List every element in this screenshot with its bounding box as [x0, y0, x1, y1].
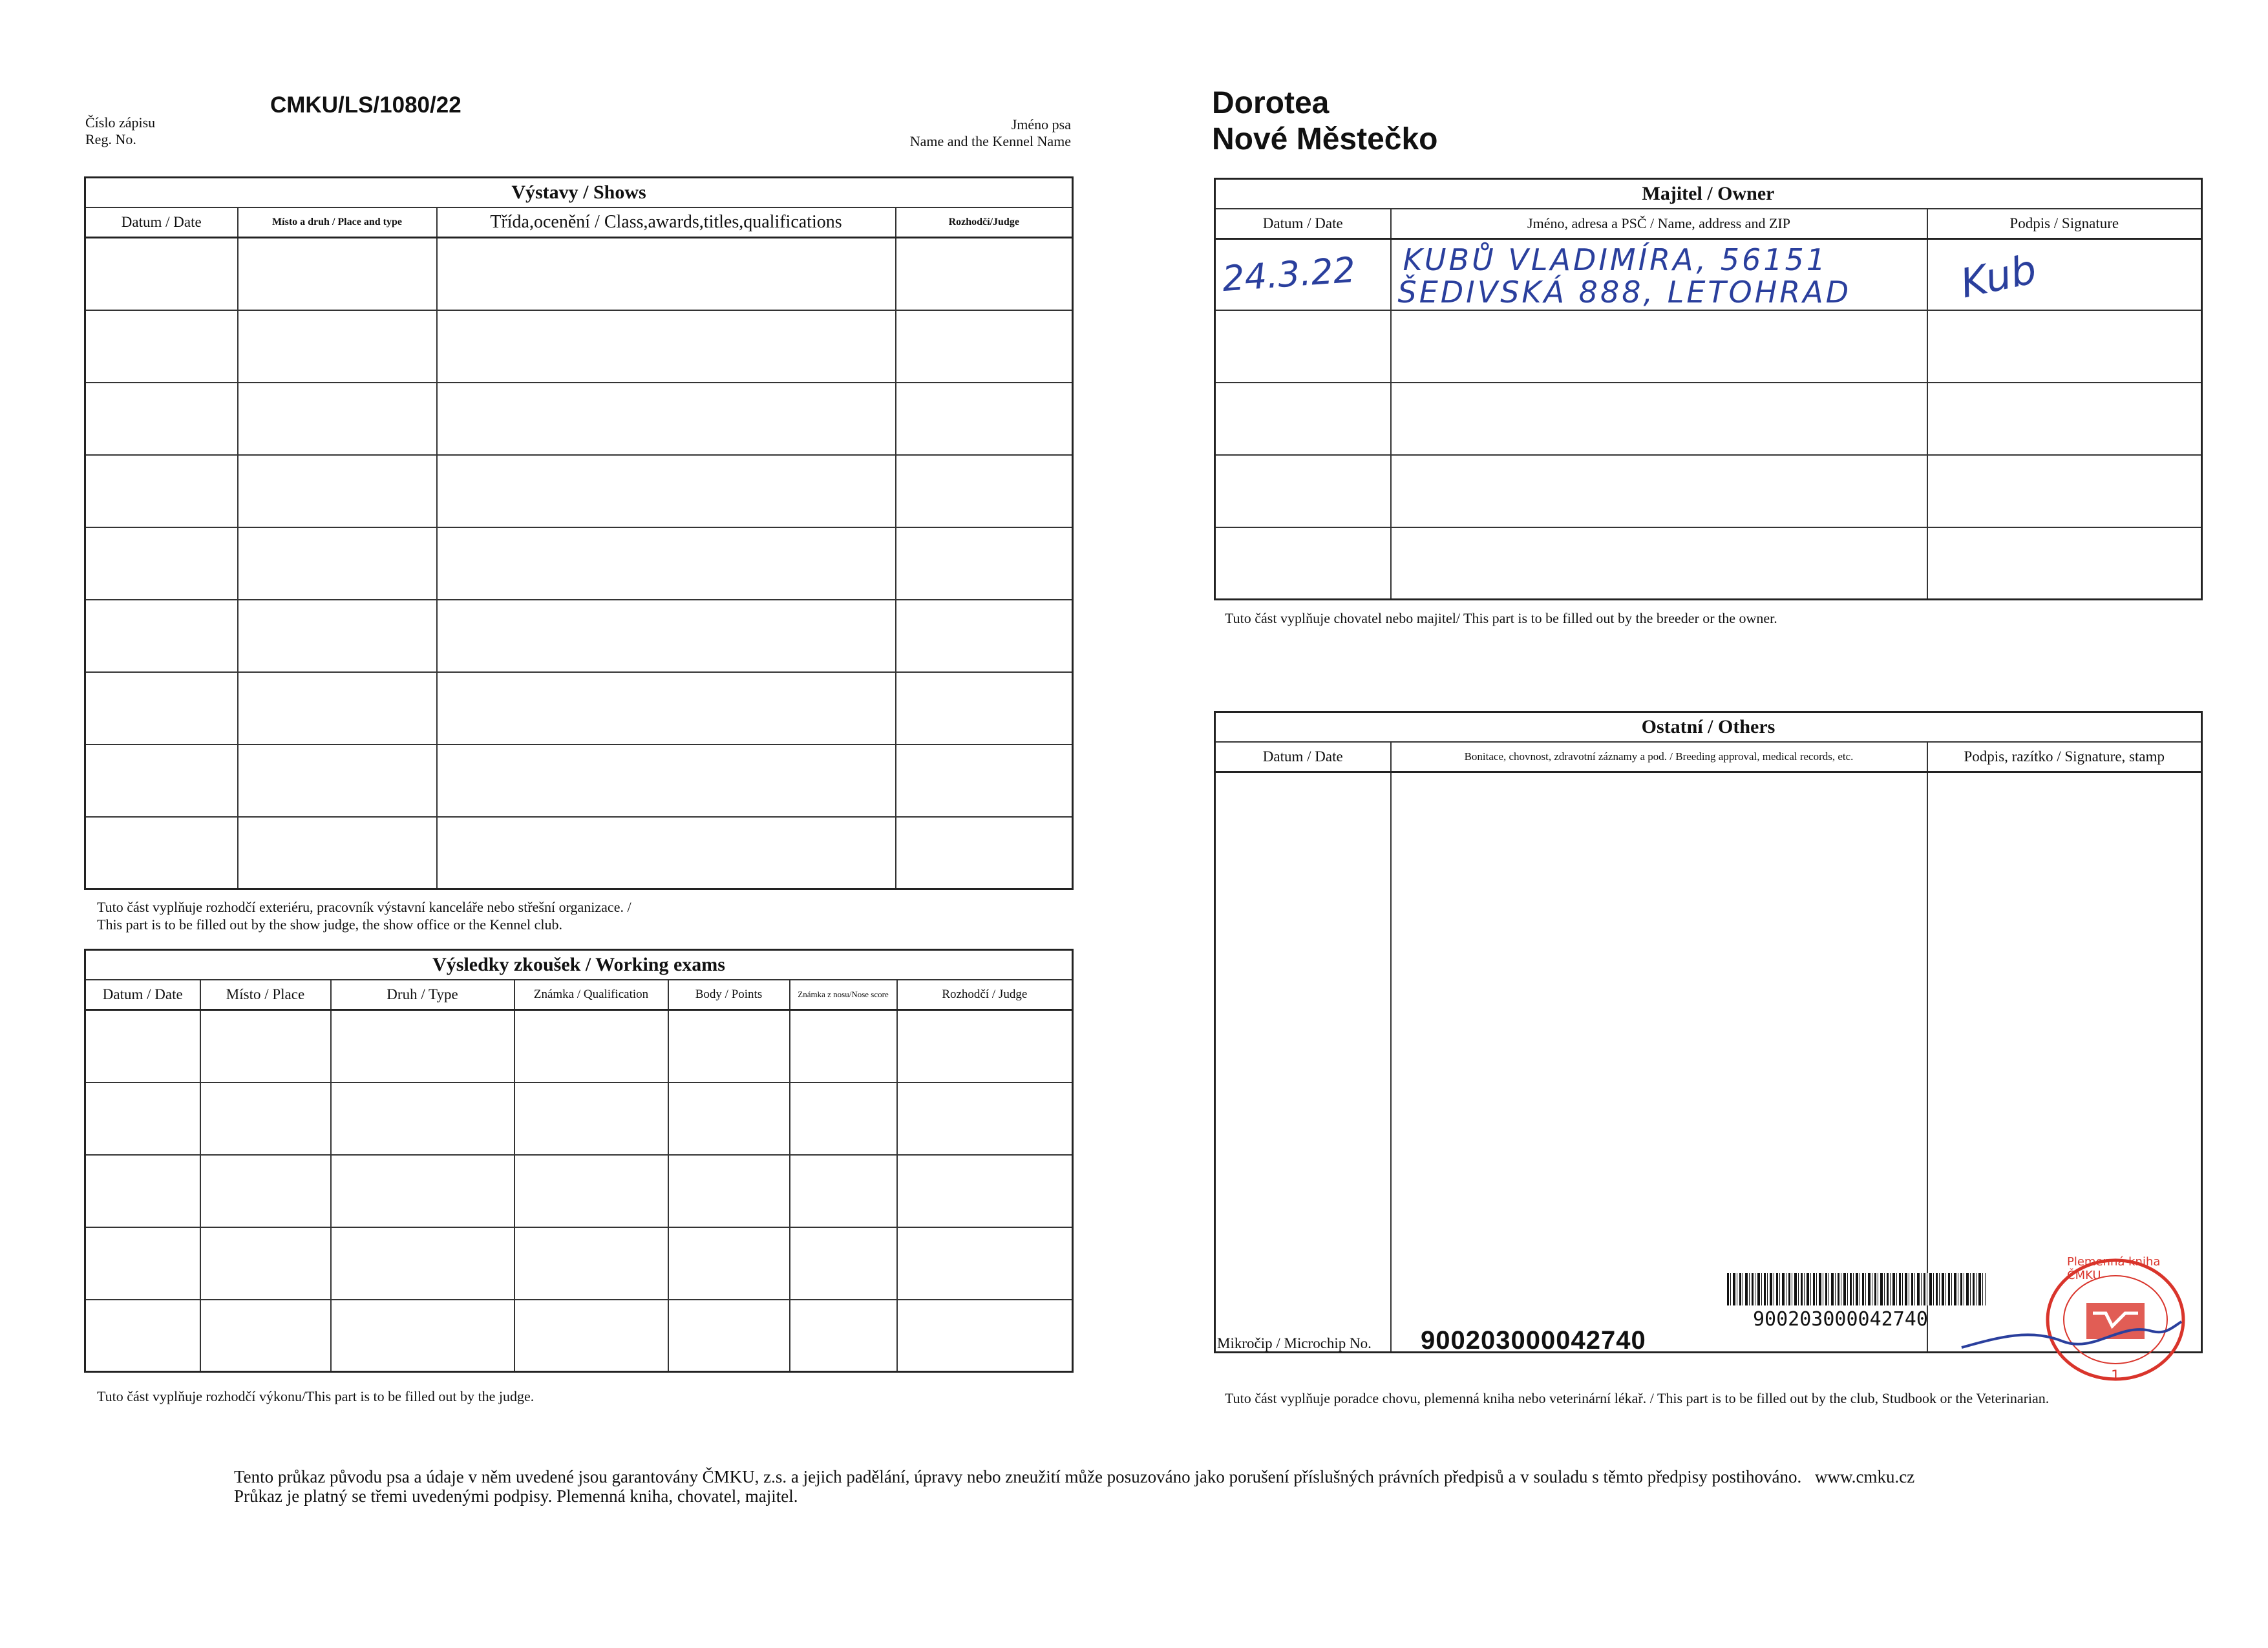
- table-cell[interactable]: [1391, 383, 1927, 455]
- others-note: Tuto část vyplňuje poradce chovu, plemenná kniha nebo veterinární lékař. / This part is to be filled out by the club, Studbook or the Veterinarian.: [1225, 1390, 2050, 1406]
- table-row: [85, 1227, 1073, 1300]
- table-cell[interactable]: [1927, 527, 2202, 600]
- shows-table: [84, 176, 1074, 890]
- exams-col-type: Druh / Type: [331, 980, 514, 1010]
- exams-note: Tuto část vyplňuje rozhodčí výkonu/This part is to be filled out by the judge.: [97, 1388, 535, 1404]
- table-cell[interactable]: [238, 310, 437, 383]
- table-cell[interactable]: [85, 455, 238, 527]
- reg-label-cz: Číslo zápisu: [85, 114, 156, 131]
- table-cell[interactable]: [1215, 455, 1391, 527]
- table-cell[interactable]: [514, 1155, 668, 1227]
- table-cell[interactable]: [897, 1010, 1073, 1083]
- exams-col-points: Body / Points: [668, 980, 790, 1010]
- table-row: [85, 672, 1073, 745]
- table-row: [85, 817, 1073, 889]
- table-row: [85, 1010, 1073, 1083]
- table-cell[interactable]: [1215, 383, 1391, 455]
- table-cell[interactable]: [790, 1227, 897, 1300]
- table-cell[interactable]: [1927, 383, 2202, 455]
- owner-signature: Kub: [1956, 245, 2040, 308]
- footer-text: Tento průkaz původu psa a údaje v něm uvedené jsou garantovány ČMKU, z.s. a jejich padělání, úpravy nebo zneužití může posuzováno jako porušení příslušných právních předpisů a v souladu s těmto předpisy postihováno.: [234, 1467, 1802, 1486]
- table-cell[interactable]: [437, 817, 896, 889]
- exams-col-date: Datum / Date: [85, 980, 200, 1010]
- table-cell[interactable]: [668, 1227, 790, 1300]
- table-cell[interactable]: [668, 1083, 790, 1155]
- table-cell[interactable]: [896, 527, 1073, 600]
- table-cell[interactable]: [1391, 310, 1927, 383]
- exams-col-judge: Rozhodčí / Judge: [897, 980, 1073, 1010]
- table-cell[interactable]: [1215, 310, 1391, 383]
- table-cell[interactable]: [896, 455, 1073, 527]
- others-title: Ostatní / Others: [1215, 712, 2202, 743]
- table-row: [1215, 383, 2202, 455]
- reg-number: CMKU/LS/1080/22: [270, 92, 461, 118]
- table-cell[interactable]: [1391, 772, 1927, 1353]
- owner-entry-name-line2: ŠEDIVSKÁ 888, LETOHRAD: [1397, 275, 1852, 310]
- table-cell[interactable]: [238, 238, 437, 310]
- table-cell[interactable]: [1927, 239, 2202, 310]
- others-col-date: Datum / Date: [1215, 742, 1391, 772]
- microchip-number: 900203000042740: [1421, 1326, 1646, 1355]
- table-cell[interactable]: [668, 1300, 790, 1372]
- shows-note-line2: This part is to be filled out by the show judge, the show office or the Kennel club.: [97, 916, 562, 933]
- table-cell[interactable]: [897, 1083, 1073, 1155]
- footer-line1: [234, 1467, 1914, 1487]
- table-cell[interactable]: [437, 745, 896, 817]
- table-cell[interactable]: [331, 1010, 514, 1083]
- table-cell[interactable]: [331, 1155, 514, 1227]
- table-cell[interactable]: [790, 1300, 897, 1372]
- shows-note-line1: Tuto část vyplňuje rozhodčí exteriéru, pracovník výstavní kanceláře nebo střešní organizace. /: [97, 899, 631, 915]
- exams-col-nose-score: Známka z nosu/Nose score: [790, 980, 897, 1010]
- table-cell[interactable]: [897, 1300, 1073, 1372]
- table-cell[interactable]: [85, 238, 238, 310]
- table-cell[interactable]: [85, 310, 238, 383]
- table-cell[interactable]: [896, 672, 1073, 745]
- microchip-barcode: [1727, 1273, 1986, 1305]
- dog-name-line2: Nové Městečko: [1212, 122, 1438, 156]
- owner-col-name: Jméno, adresa a PSČ / Name, address and ZIP: [1391, 209, 1927, 239]
- table-cell[interactable]: [896, 310, 1073, 383]
- table-cell[interactable]: [200, 1083, 331, 1155]
- table-cell[interactable]: [437, 383, 896, 455]
- table-cell[interactable]: [85, 672, 238, 745]
- table-cell[interactable]: [331, 1227, 514, 1300]
- others-col-signature: Podpis, razítko / Signature, stamp: [1927, 742, 2202, 772]
- table-row: [85, 600, 1073, 672]
- table-cell[interactable]: [896, 600, 1073, 672]
- table-cell[interactable]: [200, 1155, 331, 1227]
- table-cell[interactable]: [790, 1010, 897, 1083]
- dog-name-line1: Dorotea: [1212, 86, 1330, 120]
- table-cell[interactable]: [1215, 239, 1391, 310]
- table-cell[interactable]: [897, 1227, 1073, 1300]
- table-cell[interactable]: [200, 1227, 331, 1300]
- table-cell[interactable]: [331, 1300, 514, 1372]
- table-cell[interactable]: [85, 817, 238, 889]
- table-cell[interactable]: [1215, 772, 1391, 1353]
- table-row: [85, 527, 1073, 600]
- table-cell[interactable]: [85, 1083, 200, 1155]
- stamp-text: Plemenná kniha ČMKU: [2067, 1255, 2161, 1282]
- owner-title: Majitel / Owner: [1215, 179, 2202, 209]
- table-cell[interactable]: [238, 600, 437, 672]
- others-col-records: Bonitace, chovnost, zdravotní záznamy a pod. / Breeding approval, medical records, etc.: [1391, 742, 1927, 772]
- owner-entry-name-line1: KUBŮ VLADIMÍRA, 56151: [1403, 242, 1828, 277]
- table-cell[interactable]: [238, 672, 437, 745]
- table-cell[interactable]: [1927, 310, 2202, 383]
- table-cell[interactable]: [437, 238, 896, 310]
- table-row: [1215, 527, 2202, 600]
- table-cell[interactable]: [1391, 455, 1927, 527]
- shows-col-place: Místo a druh / Place and type: [238, 207, 437, 238]
- table-cell[interactable]: [85, 1010, 200, 1083]
- table-cell[interactable]: [437, 600, 896, 672]
- table-cell[interactable]: [514, 1010, 668, 1083]
- table-cell[interactable]: [85, 1227, 200, 1300]
- shows-title: Výstavy / Shows: [85, 178, 1073, 208]
- table-cell[interactable]: [897, 1155, 1073, 1227]
- table-cell[interactable]: [85, 1300, 200, 1372]
- table-row: [85, 1155, 1073, 1227]
- exams-col-place: Místo / Place: [200, 980, 331, 1010]
- owner-entry-row: [1215, 239, 2202, 310]
- table-cell[interactable]: [514, 1083, 668, 1155]
- table-cell[interactable]: [85, 745, 238, 817]
- owner-table: [1214, 178, 2203, 600]
- shows-col-judge: Rozhodčí/Judge: [896, 207, 1073, 238]
- table-cell[interactable]: [896, 238, 1073, 310]
- name-label-cz: Jméno psa: [1011, 116, 1071, 132]
- exams-col-qualification: Známka / Qualification: [514, 980, 668, 1010]
- table-row: [85, 1300, 1073, 1372]
- microchip-label: Mikročip / Microchip No.: [1217, 1335, 1372, 1351]
- table-row: [85, 310, 1073, 383]
- table-cell[interactable]: [437, 672, 896, 745]
- table-cell[interactable]: [85, 1155, 200, 1227]
- table-row: [1215, 310, 2202, 383]
- shows-col-date: Datum / Date: [85, 207, 238, 238]
- shows-col-class: Třída,ocenění / Class,awards,titles,qualifications: [437, 207, 896, 238]
- table-row: [85, 238, 1073, 310]
- stamp-signature-stroke: [1958, 1315, 2185, 1357]
- table-row: [85, 383, 1073, 455]
- table-cell[interactable]: [238, 455, 437, 527]
- table-cell[interactable]: [238, 527, 437, 600]
- table-cell[interactable]: [896, 745, 1073, 817]
- table-cell[interactable]: [85, 383, 238, 455]
- table-row: [1215, 455, 2202, 527]
- table-cell[interactable]: [790, 1155, 897, 1227]
- table-cell[interactable]: [85, 600, 238, 672]
- table-cell[interactable]: [668, 1010, 790, 1083]
- table-row: [85, 745, 1073, 817]
- table-cell[interactable]: [238, 817, 437, 889]
- exams-title: Výsledky zkoušek / Working exams: [85, 950, 1073, 980]
- exams-table: [84, 949, 1074, 1373]
- table-cell[interactable]: [514, 1300, 668, 1372]
- barcode-text: 900203000042740: [1753, 1308, 1928, 1331]
- table-cell[interactable]: [85, 527, 238, 600]
- owner-entry-date: 24.3.22: [1221, 249, 1357, 300]
- name-label-en: Name and the Kennel Name: [909, 133, 1071, 149]
- owner-col-date: Datum / Date: [1215, 209, 1391, 239]
- table-cell[interactable]: [200, 1010, 331, 1083]
- table-cell[interactable]: [331, 1083, 514, 1155]
- table-cell[interactable]: [514, 1227, 668, 1300]
- table-cell[interactable]: [437, 527, 896, 600]
- table-cell[interactable]: [896, 817, 1073, 889]
- table-cell[interactable]: [1215, 527, 1391, 600]
- stamp-number: 1: [2111, 1368, 2120, 1384]
- table-cell[interactable]: [668, 1155, 790, 1227]
- table-cell[interactable]: [437, 455, 896, 527]
- owner-note: Tuto část vyplňuje chovatel nebo majitel/ This part is to be filled out by the breeder or the owner.: [1225, 610, 1777, 626]
- table-cell[interactable]: [437, 310, 896, 383]
- table-cell[interactable]: [790, 1083, 897, 1155]
- table-cell[interactable]: [238, 745, 437, 817]
- table-cell[interactable]: [1391, 527, 1927, 600]
- table-row: [85, 455, 1073, 527]
- table-cell[interactable]: [200, 1300, 331, 1372]
- table-cell[interactable]: [896, 383, 1073, 455]
- footer-url[interactable]: www.cmku.cz: [1815, 1467, 1915, 1486]
- footer-line2: Průkaz je platný se třemi uvedenými podpisy. Plemenná kniha, chovatel, majitel.: [234, 1486, 798, 1506]
- owner-col-signature: Podpis / Signature: [1927, 209, 2202, 239]
- table-cell[interactable]: [238, 383, 437, 455]
- table-cell[interactable]: [1391, 239, 1927, 310]
- table-row: [85, 1083, 1073, 1155]
- table-cell[interactable]: [1927, 455, 2202, 527]
- reg-label-en: Reg. No.: [85, 131, 136, 147]
